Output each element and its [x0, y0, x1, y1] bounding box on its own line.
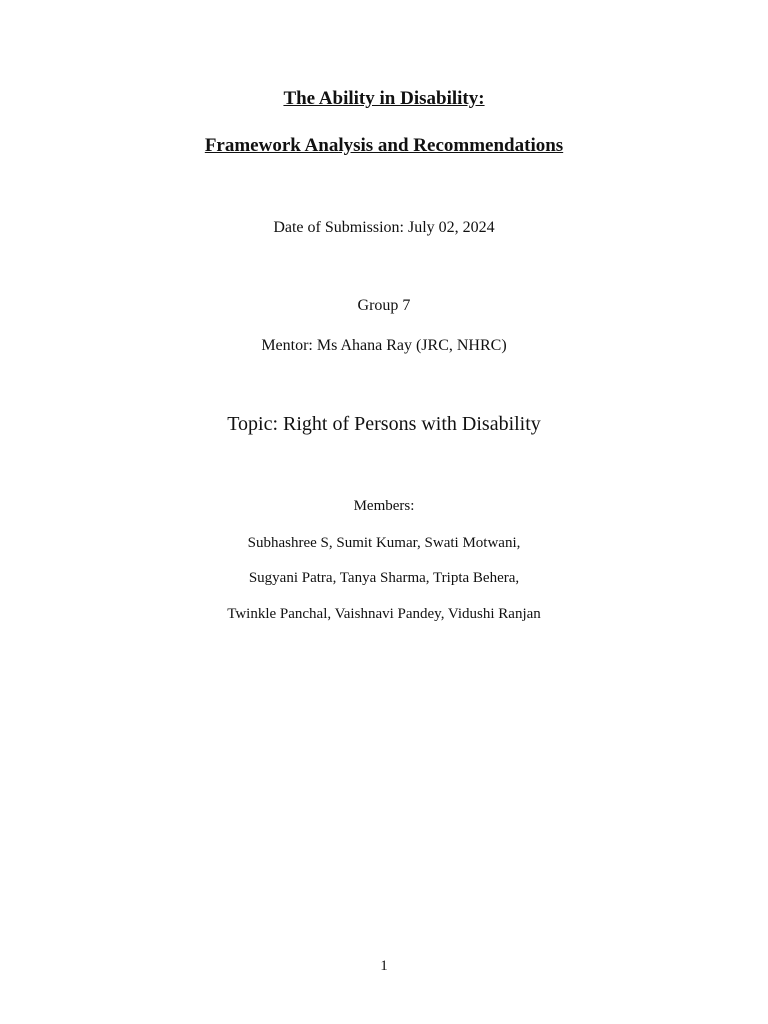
members-heading: Members: — [353, 498, 415, 514]
members-line-2: Sugyani Patra, Tanya Sharma, Tripta Behera, — [248, 570, 520, 586]
members-line-3: Twinkle Panchal, Vaishnavi Pandey, Vidushi Ranjan — [227, 606, 541, 622]
group-label: Group 7 — [357, 297, 411, 314]
submission-date: Date of Submission: July 02, 2024 — [273, 219, 495, 236]
page-number: 1 — [380, 958, 388, 974]
members-line-1: Subhashree S, Sumit Kumar, Swati Motwani, — [247, 535, 521, 551]
title-line-1: The Ability in Disability: — [283, 88, 485, 109]
title-line-2: Framework Analysis and Recommendations — [204, 135, 564, 156]
topic-heading: Topic: Right of Persons with Disability — [227, 413, 541, 435]
mentor-label: Mentor: Ms Ahana Ray (JRC, NHRC) — [261, 337, 507, 354]
